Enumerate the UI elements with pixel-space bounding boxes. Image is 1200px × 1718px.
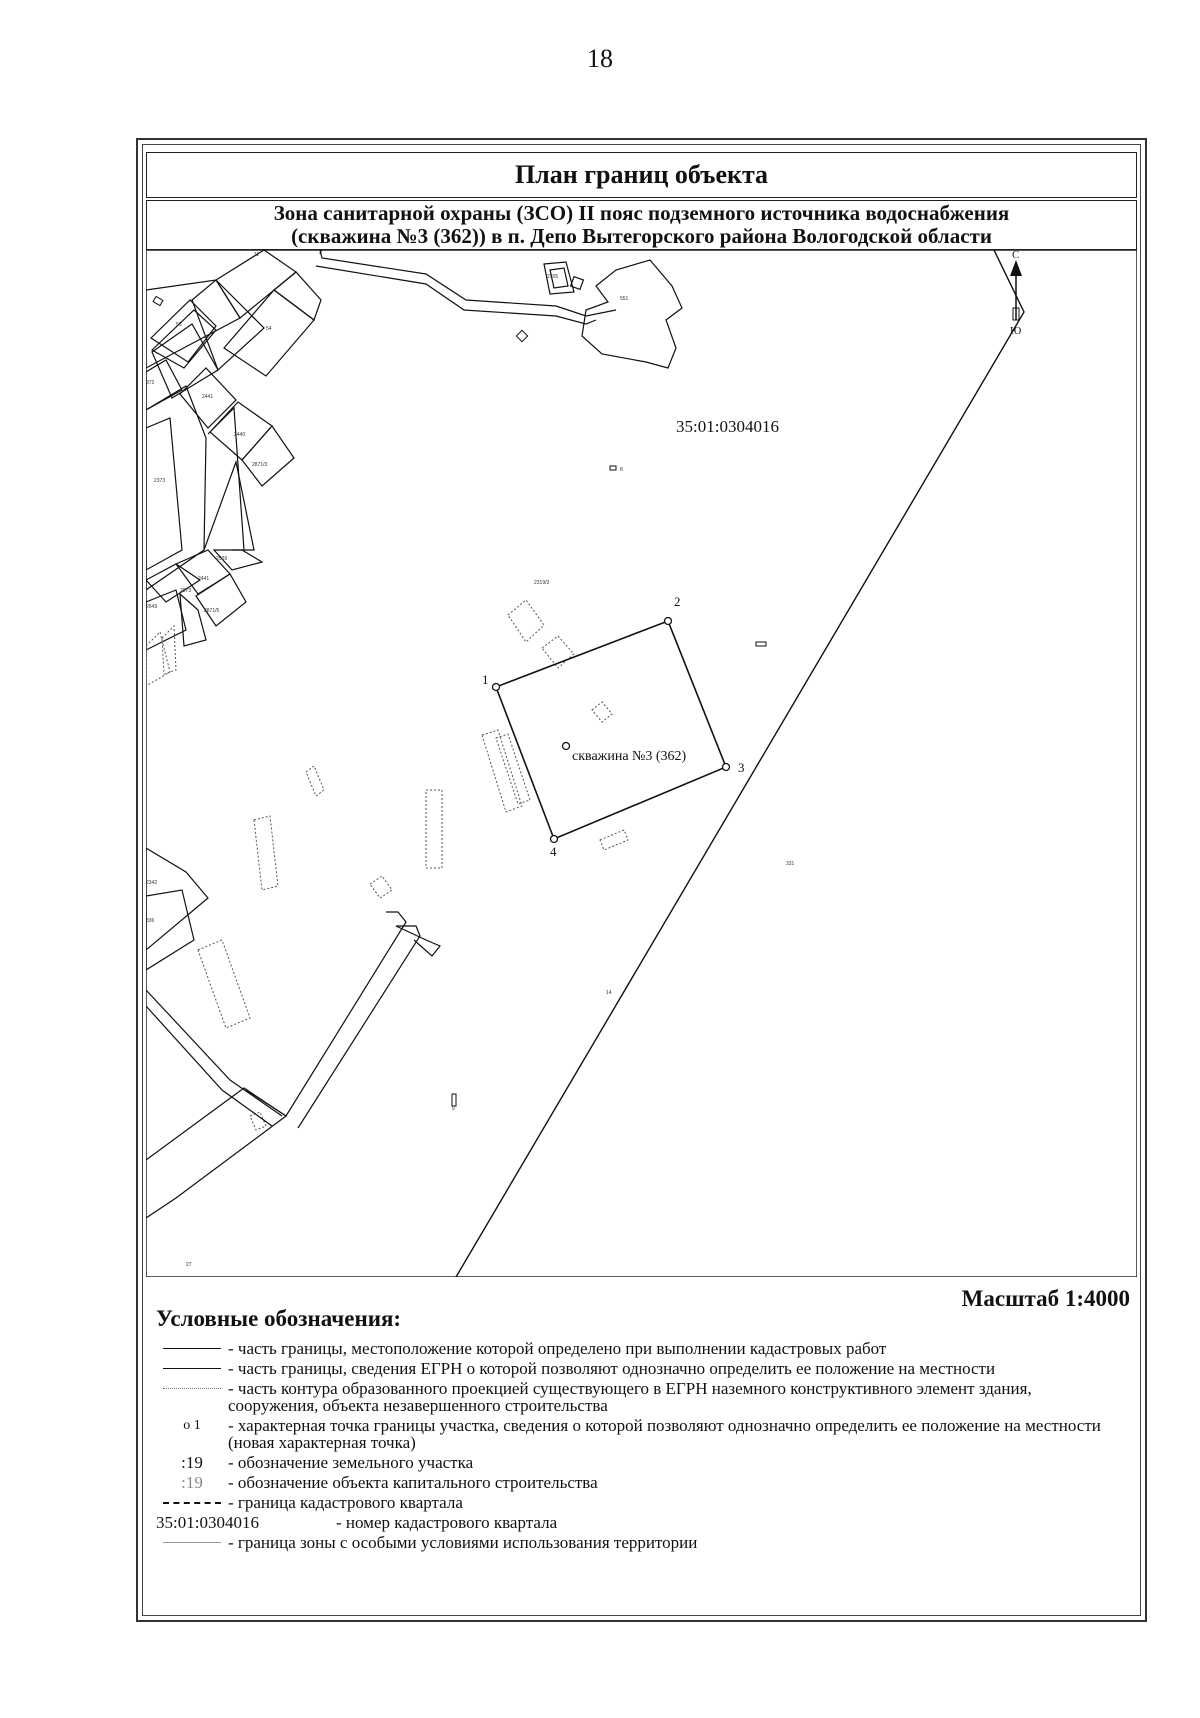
point-marker-1 — [493, 684, 500, 691]
legend-item — [156, 1417, 1116, 1451]
plan-subtitle-line-2: (скважина №3 (362)) в п. Депо Вытегорского района Вологодской области — [291, 224, 992, 248]
contour-4 — [482, 730, 522, 812]
parcel-54 — [224, 290, 314, 376]
parcel-label: 2342 — [146, 880, 158, 886]
parcel-2373 — [146, 418, 182, 570]
parcel-label: 56 — [176, 322, 182, 328]
object-small-4 — [756, 642, 766, 646]
legend-symbol-zone-line — [156, 1534, 228, 1551]
north-arrow-head-icon — [1010, 260, 1022, 276]
parcel-label: 2441 — [198, 576, 210, 582]
legend-text: - часть контура образованного проекцией существующего в ЕГРН наземного конструктивного элемент здания, сооружения, объекта незавершенного строительства — [228, 1379, 1032, 1415]
legend-text: - граница кадастрового квартала — [228, 1493, 463, 1512]
parcel-label: 2871/3 — [252, 462, 268, 468]
parcel-label: 2649 — [146, 604, 158, 610]
parcel-group-lower-left — [146, 848, 440, 1218]
parcel-label: 2441 — [202, 394, 214, 400]
cadastral-map — [146, 250, 1137, 1277]
characteristic-points — [493, 618, 730, 843]
legend-symbol-solid-line — [156, 1360, 228, 1377]
legend-item — [156, 1494, 1116, 1511]
legend-symbol-building-label — [156, 1474, 228, 1491]
page-number: 18 — [587, 44, 613, 73]
south-label: Ю — [1010, 325, 1022, 337]
parcel-label: 14 — [606, 990, 612, 996]
point-marker-4 — [551, 836, 558, 843]
parcel-label: 27 — [186, 1262, 192, 1268]
contour-14 — [250, 1112, 266, 1130]
plan-subtitle-line-1: Зона санитарной охраны (ЗСО) II пояс подземного источника водоснабжения — [273, 201, 1010, 225]
contour-5 — [496, 734, 530, 804]
parcel-strip — [274, 272, 321, 320]
parcel-label: 2873 — [180, 588, 192, 594]
north-label: С — [1012, 250, 1020, 261]
plan-subtitle — [146, 200, 1137, 250]
parcel-label: 54 — [266, 326, 272, 332]
road-center-a — [286, 912, 406, 1116]
parcel-group-top-left — [146, 250, 321, 650]
cadastral-quarter-label: 35:01:0304016 — [676, 417, 779, 436]
legend-text: - обозначение земельного участка — [228, 1453, 474, 1472]
object-small-5 — [452, 1094, 456, 1106]
small-objects — [153, 296, 766, 1106]
legend-symbol-dashed-line — [156, 1494, 228, 1511]
legend-item — [156, 1340, 1116, 1357]
parcel-2440 — [210, 402, 272, 460]
legend-symbol-point-marker — [156, 1417, 228, 1434]
parcel-label: 331 — [786, 861, 795, 867]
legend-symbol-parcel-label — [156, 1454, 228, 1471]
parcel-2871-3 — [242, 426, 294, 486]
well-label: скважина №3 (362) — [572, 749, 687, 764]
legend-text: - обозначение объекта капитального строительства — [228, 1473, 598, 1492]
parcel-2342 — [146, 848, 208, 950]
contour-6 — [600, 830, 628, 850]
legend-symbol-thin-dotted-line — [156, 1380, 228, 1397]
point-marker-3 — [723, 764, 730, 771]
parcel-11 — [216, 250, 296, 318]
parcel-label: 551 — [620, 296, 629, 302]
road-lower-left — [146, 1088, 286, 1218]
contour-11 — [198, 940, 250, 1028]
contour-8 — [254, 816, 278, 890]
well-marker — [563, 743, 570, 750]
parcel-label: 2871/5 — [204, 608, 220, 614]
legend-text: - часть границы, местоположение которой определено при выполнении кадастровых работ — [228, 1339, 887, 1358]
legend-title: Условные обозначения: — [156, 1306, 402, 1331]
parcel-labels — [146, 252, 795, 1268]
legend-item — [156, 1514, 1116, 1531]
legend-item — [156, 1534, 1116, 1551]
north-arrow — [1010, 250, 1022, 337]
object-small-1 — [516, 330, 527, 341]
legend-text: - часть границы, сведения ЕГРН о которой позволяют однозначно определить ее положение на местности — [228, 1359, 996, 1378]
plan-title: План границ объекта — [146, 152, 1137, 198]
legend-item — [156, 1380, 1116, 1414]
road-left-upper — [204, 462, 254, 550]
point-label-3: 3 — [738, 760, 745, 775]
parcel-label: 2440 — [234, 432, 246, 438]
parcel-small-1 — [151, 300, 216, 362]
legend-text: - характерная точка границы участка, сведения о которой позволяют однозначно определить ее положение на местности (новая характерная точка) — [228, 1416, 1101, 1452]
legend-item — [156, 1360, 1116, 1377]
zone-polygon — [496, 621, 726, 839]
parcel-2009b — [146, 564, 200, 602]
contour-9 — [426, 790, 442, 868]
point-marker-sample: о 1 — [183, 1418, 201, 1433]
point-marker-2 — [665, 618, 672, 625]
legend-text: - номер кадастрового квартала — [336, 1513, 558, 1532]
parcel-label: 11 — [254, 252, 260, 258]
object-small-2 — [153, 296, 163, 305]
quarter-number-sample: 35:01:0304016 — [156, 1513, 259, 1532]
parcel-label: 372 — [146, 380, 155, 386]
contour-13 — [162, 626, 176, 674]
map-svg — [146, 250, 1137, 1277]
contour-10 — [370, 876, 392, 898]
parcel-label: 9 — [452, 1106, 455, 1112]
road-diag-1 — [146, 990, 282, 1116]
scale-label: Масштаб 1:4000 — [961, 1286, 1130, 1311]
legend-symbol-solid-line — [156, 1340, 228, 1357]
point-label-1: 1 — [482, 672, 489, 687]
road-diag-2 — [146, 1006, 272, 1126]
object-small-3 — [610, 466, 616, 470]
parcel-label: 2705 — [547, 274, 559, 280]
legend-symbol-quarter-number — [156, 1514, 336, 1531]
road-center-b — [298, 926, 420, 1128]
contour-1 — [508, 600, 544, 642]
parcel-label: 336 — [146, 918, 155, 924]
parcel-label: 8 — [620, 467, 623, 473]
legend — [156, 1340, 1116, 1554]
parcel-label: 2373 — [154, 478, 166, 484]
point-label-2: 2 — [674, 594, 681, 609]
parcel-label: 2319/3 — [534, 580, 550, 586]
legend-item — [156, 1474, 1116, 1491]
legend-text: - граница зоны с особыми условиями использования территории — [228, 1533, 698, 1552]
parcel-label-sample: :19 — [181, 1453, 203, 1472]
contour-7 — [306, 766, 324, 796]
building-label-sample: :19 — [181, 1473, 203, 1492]
parcel-label: 2009 — [216, 556, 228, 562]
building-contours — [146, 600, 628, 1130]
legend-item — [156, 1454, 1116, 1471]
north-structures — [316, 250, 682, 368]
contour-3 — [592, 702, 612, 722]
road-left-inner — [208, 408, 244, 550]
point-labels — [482, 594, 745, 859]
point-label-4: 4 — [550, 844, 557, 859]
